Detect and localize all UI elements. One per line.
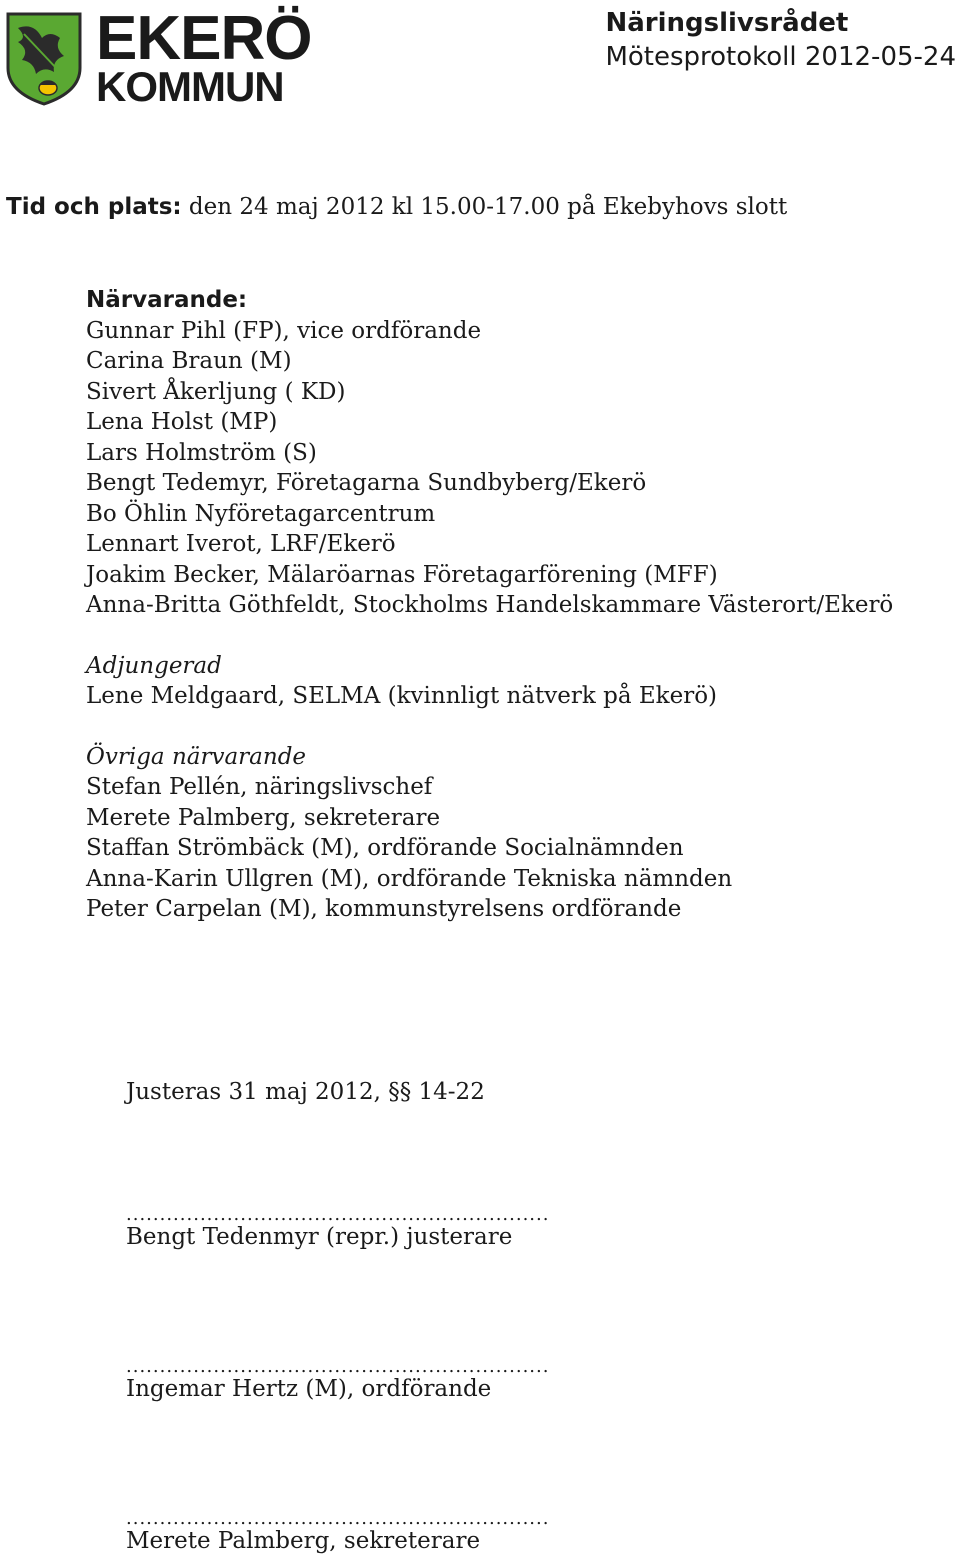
other-member: Anna-Karin Ullgren (M), ordförande Tekniska nämnden <box>86 865 733 892</box>
signer-name: Bengt Tedenmyr (repr.) justerare <box>126 1224 513 1250</box>
logo-line-kommun: KOMMUN <box>96 63 284 110</box>
time-and-place-label: Tid och plats: <box>6 194 182 220</box>
other-member: Peter Carpelan (M), kommunstyrelsens ordförande <box>86 896 682 922</box>
present-title: Närvarande: <box>86 287 248 313</box>
document-title: Näringslivsrådet <box>605 8 849 38</box>
present-member: Sivert Åkerljung ( KD) <box>86 378 346 405</box>
document-subtitle: Mötesprotokoll 2012-05-24 <box>605 42 956 72</box>
present-member: Lena Holst (MP) <box>86 409 278 435</box>
present-member: Anna-Britta Göthfeldt, Stockholms Handelskammare Västerort/Ekerö <box>86 592 894 618</box>
logo-wordmark <box>96 4 312 110</box>
present-member: Lennart Iverot, LRF/Ekerö <box>86 531 396 557</box>
present-member: Bengt Tedemyr, Företagarna Sundbyberg/Ekerö <box>86 470 647 496</box>
present-member: Gunnar Pihl (FP), vice ordförande <box>86 317 482 344</box>
other-member: Stefan Pellén, näringslivschef <box>86 774 433 800</box>
present-member: Bo Öhlin Nyföretagarcentrum <box>86 500 436 527</box>
document-header <box>605 6 956 74</box>
time-and-place-value: den 24 maj 2012 kl 15.00-17.00 på Ekebyhovs slott <box>181 194 788 220</box>
present-member: Lars Holmström (S) <box>86 439 317 466</box>
ekero-kommun-logo <box>4 4 312 110</box>
other-member: Merete Palmberg, sekreterare <box>86 804 441 831</box>
justeras-line: Justeras 31 maj 2012, §§ 14-22 <box>126 1079 485 1105</box>
adjunct-member: Lene Meldgaard, SELMA (kvinnligt nätverk på Ekerö) <box>86 683 718 709</box>
present-member: Carina Braun (M) <box>86 348 292 374</box>
other-member: Staffan Strömbäck (M), ordförande Socialnämnden <box>86 835 684 861</box>
time-and-place <box>6 194 787 220</box>
signature-dots: ............................................................... <box>126 1356 550 1377</box>
section-gap <box>86 712 893 742</box>
section-gap <box>86 621 893 651</box>
signer-name: Ingemar Hertz (M), ordförande <box>126 1376 492 1402</box>
signature-block-2 <box>126 1356 550 1404</box>
present-member: Joakim Becker, Mälaröarnas Företagarförening (MFF) <box>86 561 718 588</box>
signature-block-1 <box>126 1204 550 1252</box>
others-title: Övriga närvarande <box>86 743 307 770</box>
attendees-section <box>86 285 893 925</box>
signature-block-3 <box>126 1508 550 1556</box>
signer-name: Merete Palmberg, sekreterare <box>126 1528 481 1554</box>
municipality-shield-icon <box>4 8 84 106</box>
adjunct-title: Adjungerad <box>86 652 222 679</box>
signature-dots: ............................................................... <box>126 1508 550 1529</box>
signature-dots: ............................................................... <box>126 1204 550 1225</box>
logo-line-ekero: EKERÖ <box>96 4 312 73</box>
